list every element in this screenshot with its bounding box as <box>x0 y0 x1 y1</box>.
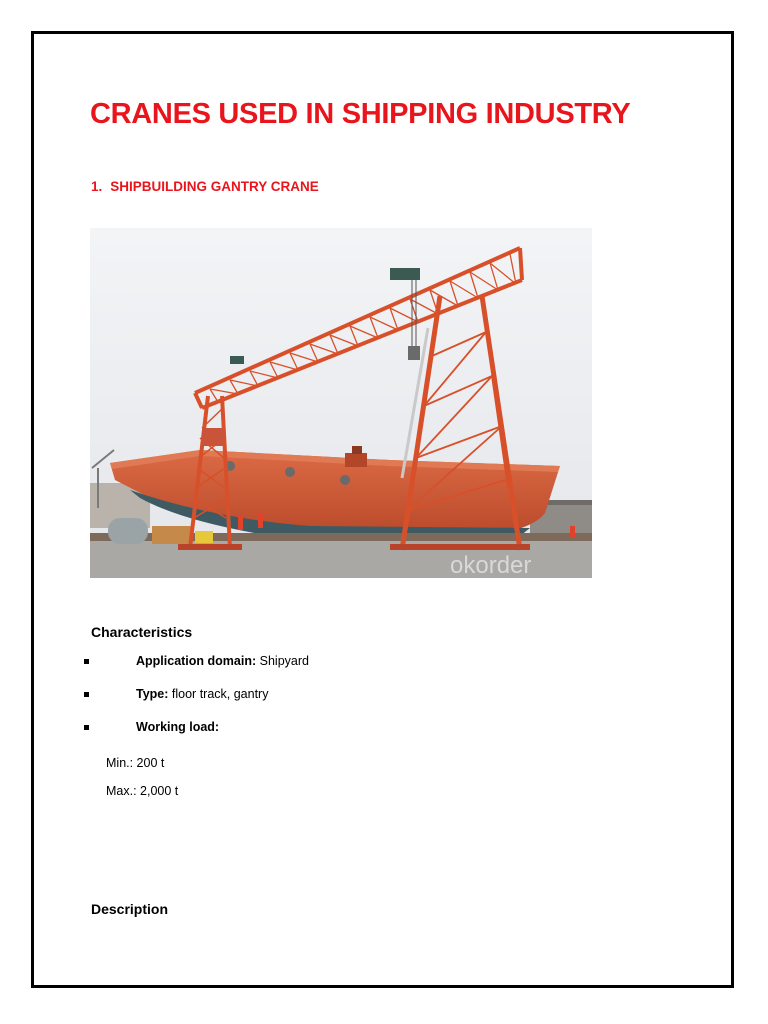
document-title: CRANES USED IN SHIPPING INDUSTRY <box>90 98 631 130</box>
section-heading <box>91 179 319 194</box>
section-title: SHIPBUILDING GANTRY CRANE <box>110 179 319 194</box>
section-number: 1. <box>91 179 103 194</box>
item-label: Working load: <box>136 720 220 734</box>
photo-watermark: okorder <box>450 552 532 578</box>
gantry-crane-photo <box>90 228 592 578</box>
item-value: floor track, gantry <box>171 687 269 701</box>
working-load-max: Max.: 2,000 t <box>106 784 179 798</box>
item-label: Application domain: <box>136 654 257 668</box>
item-label: Type: <box>136 687 169 701</box>
characteristics-heading: Characteristics <box>91 624 193 640</box>
bullet-icon <box>84 692 89 697</box>
bullet-icon <box>84 659 89 664</box>
bullet-icon <box>84 725 89 730</box>
working-load-min: Min.: 200 t <box>106 756 165 770</box>
description-heading: Description <box>91 901 169 917</box>
item-value: Shipyard <box>259 654 309 668</box>
